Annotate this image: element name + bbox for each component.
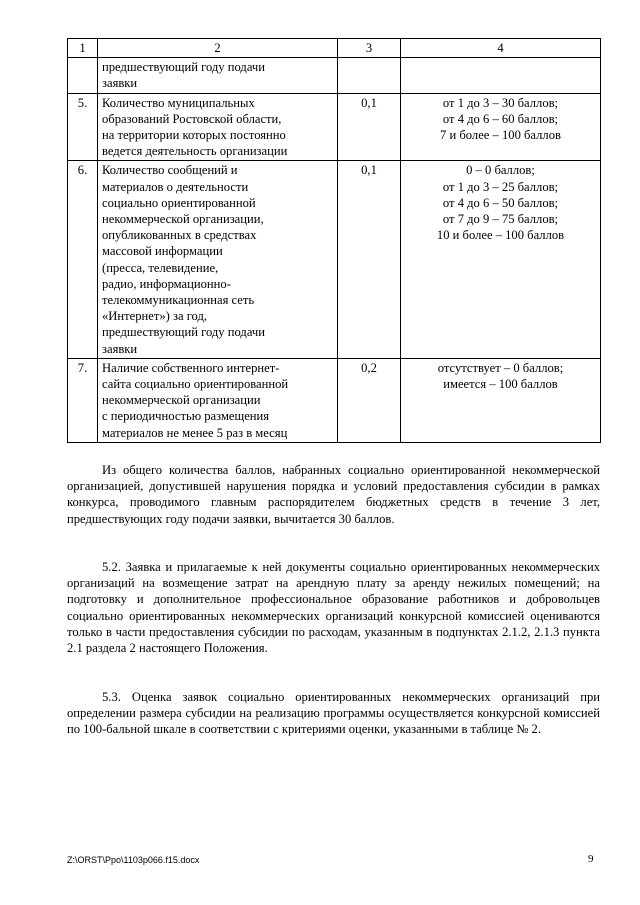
score-cell [401, 58, 601, 93]
criterion-line: телекоммуникационная сеть [102, 293, 255, 308]
criteria-table [67, 38, 601, 443]
criterion-line: предшествующий году подачи [102, 325, 265, 340]
criterion-line: заявки [102, 76, 138, 91]
weight-cell: 0,1 [338, 161, 401, 358]
score-line: от 1 до 3 – 25 баллов; [442, 179, 559, 194]
weight-cell: 0,1 [338, 93, 401, 161]
criterion-line: материалов не менее 5 раз в месяц [102, 425, 288, 440]
criterion-cell [98, 161, 338, 358]
paragraph-text: 5.3. Оценка заявок социально ориентированных некоммерческих организаций при определении размера субсидии на реализацию программы осуществляется конкурсной комиссией по 100-бальной шкале в соответствии с критериями оценки, указанными в таблице № 2. [67, 690, 600, 737]
score-line: 0 – 0 баллов; [466, 163, 535, 178]
weight-cell [338, 58, 401, 93]
score-line: отсутствует – 0 баллов; [437, 360, 564, 375]
score-line: 10 и более – 100 баллов [436, 228, 565, 243]
table-row [68, 58, 601, 93]
score-line: 7 и более – 100 баллов [440, 128, 561, 143]
table-row [68, 161, 601, 358]
criterion-line: Количество сообщений и [102, 163, 238, 178]
criterion-line: «Интернет») за год, [102, 309, 208, 324]
paragraph-5-3 [67, 689, 600, 738]
score-line: от 1 до 3 – 30 баллов; [442, 95, 559, 110]
criterion-line: сайта социально ориентированной [102, 377, 289, 392]
row-number-cell [68, 58, 98, 93]
table-row [68, 358, 601, 442]
header-cell: 1 [68, 39, 98, 58]
header-cell: 3 [338, 39, 401, 58]
criterion-line: социально ориентированной [102, 195, 256, 210]
criterion-cell [98, 358, 338, 442]
criterion-line: Количество муниципальных [102, 95, 255, 110]
table-row [68, 93, 601, 161]
criterion-line: опубликованных в средствах [102, 228, 257, 243]
criterion-line: материалов о деятельности [102, 179, 249, 194]
criterion-line: предшествующий году подачи [102, 60, 265, 75]
page-number: 9 [588, 853, 594, 865]
score-line: от 4 до 6 – 50 баллов; [442, 195, 559, 210]
score-line: имеется – 100 баллов [443, 377, 558, 392]
header-cell: 4 [401, 39, 601, 58]
criterion-cell [98, 58, 338, 93]
criterion-cell [98, 93, 338, 161]
criterion-line: заявки [102, 341, 138, 356]
footer-file-path: Z:\ORST\Ppo\1103p066.f15.docx [67, 855, 200, 865]
paragraph-5-2 [67, 559, 600, 656]
header-cell: 2 [98, 39, 338, 58]
score-cell [401, 93, 601, 161]
paragraph-text: Из общего количества баллов, набранных социально ориентированной некоммерческой организацией, допустившей нарушения порядка и условий предоставления субсидии в рамках конкурса, проводимого главным распорядителем бюджетных средств в течение 3 лет, предшествующих году подачи заявки, вычитается 30 баллов. [67, 463, 600, 526]
paragraph-penalty [67, 462, 600, 527]
row-number-cell: 5. [68, 93, 98, 161]
criterion-line: Наличие собственного интернет- [102, 360, 280, 375]
row-number-cell: 6. [68, 161, 98, 358]
score-cell [401, 358, 601, 442]
table-header-row [68, 39, 601, 58]
criterion-line: образований Ростовской области, [102, 111, 282, 126]
criterion-line: (пресса, телевидение, [102, 260, 219, 275]
criterion-line: некоммерческой организации [102, 393, 261, 408]
score-cell [401, 161, 601, 358]
criterion-line: радио, информационно- [102, 276, 231, 291]
criterion-line: некоммерческой организации, [102, 212, 264, 227]
criterion-line: ведется деятельность организации [102, 144, 288, 159]
paragraph-text: 5.2. Заявка и прилагаемые к ней документы социально ориентированных некоммерческих организаций на возмещение затрат на арендную плату за аренду нежилых помещений; на подготовку и дополнительное профессиональное образование работников и добровольцев социально ориентированных некоммерческих организаций конкурсной комиссией оцениваются только в части предоставления субсидии по расходам, указанным в подпунктах 2.1.2, 2.1.3 пункта 2.1 раздела 2 настоящего Положения. [67, 560, 600, 656]
score-line: от 7 до 9 – 75 баллов; [442, 212, 559, 227]
weight-cell: 0,2 [338, 358, 401, 442]
criterion-line: с периодичностью размещения [102, 409, 270, 424]
criterion-line: на территории которых постоянно [102, 128, 286, 143]
criterion-line: массовой информации [102, 244, 223, 259]
score-line: от 4 до 6 – 60 баллов; [442, 111, 559, 126]
row-number-cell: 7. [68, 358, 98, 442]
